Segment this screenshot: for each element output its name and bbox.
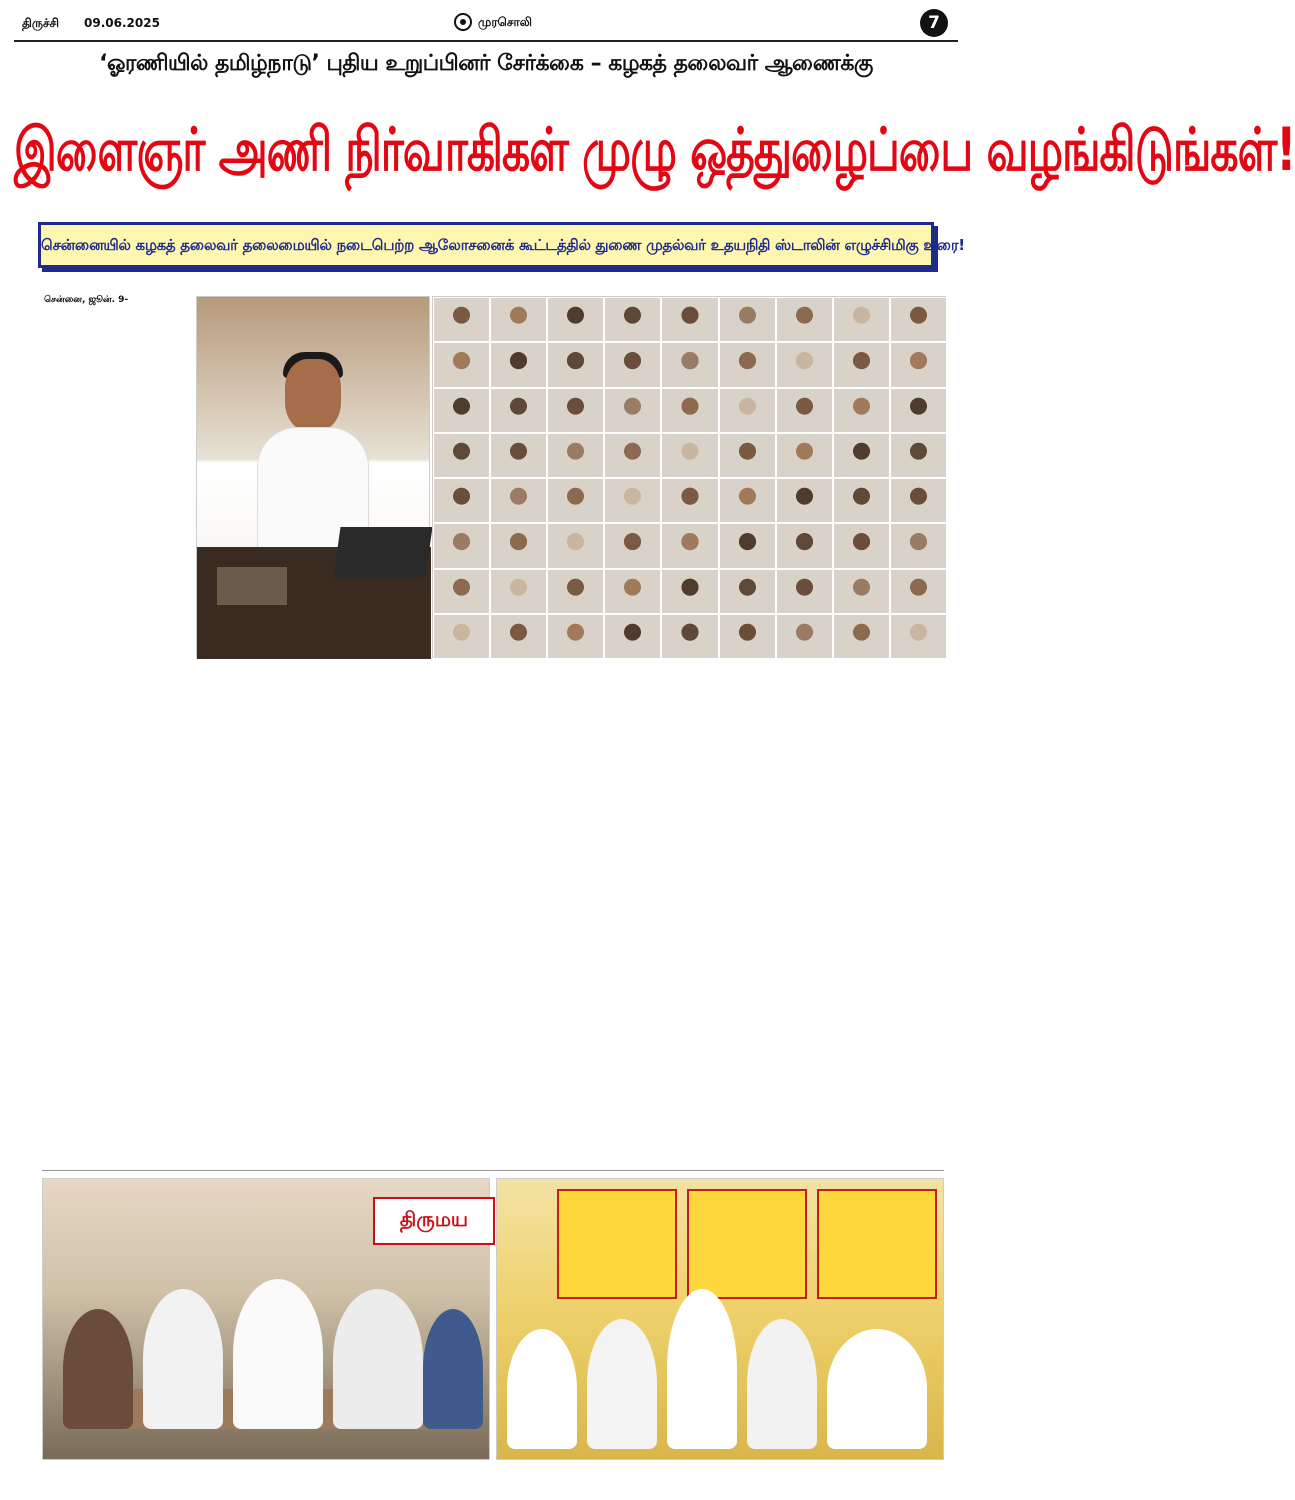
masthead-date: 09.06.2025 [84, 16, 160, 30]
video-tile [547, 569, 604, 614]
main-headline: இளைஞர் அணி நிர்வாகிகள் முழு ஒத்துழைப்பை வழங்கிடுங்கள்! [14, 115, 1295, 185]
video-tile [776, 523, 833, 568]
photo-element [233, 1279, 323, 1429]
video-tile [604, 297, 661, 342]
video-tile [776, 297, 833, 342]
video-tile [433, 569, 490, 614]
video-tile [776, 478, 833, 523]
video-tile [833, 388, 890, 433]
video-tile [890, 569, 947, 614]
video-tile [890, 614, 947, 659]
page-number: 7 [920, 9, 948, 37]
video-tile [833, 297, 890, 342]
photo-element [557, 1189, 677, 1299]
video-tile [719, 569, 776, 614]
video-tile [490, 433, 547, 478]
video-tile [433, 297, 490, 342]
divider [42, 1170, 944, 1171]
video-tile [776, 433, 833, 478]
photo-element [747, 1319, 817, 1449]
video-tile [547, 523, 604, 568]
video-tile [719, 614, 776, 659]
paper-logo-icon [454, 13, 472, 31]
photo-element [285, 359, 341, 431]
video-tile [490, 388, 547, 433]
video-tile [890, 342, 947, 387]
photo-element [333, 1289, 423, 1429]
video-tile [661, 342, 718, 387]
photo-element [507, 1329, 577, 1449]
photo-element [63, 1309, 133, 1429]
video-tile [604, 388, 661, 433]
video-tile [833, 342, 890, 387]
video-tile [547, 614, 604, 659]
video-tile [661, 433, 718, 478]
video-tile [490, 342, 547, 387]
video-tile [547, 478, 604, 523]
photo-consultation-meeting [496, 1178, 944, 1460]
video-tile [490, 478, 547, 523]
photo-banner-sign: திருமய [373, 1197, 495, 1245]
photo-element [423, 1309, 483, 1429]
video-tile [661, 478, 718, 523]
video-tile [661, 569, 718, 614]
video-tile [661, 614, 718, 659]
video-tile [433, 388, 490, 433]
video-tile [719, 342, 776, 387]
video-tile [833, 614, 890, 659]
video-tile [890, 433, 947, 478]
video-tile [604, 523, 661, 568]
kicker-headline: ‘ஓரணியில் தமிழ்நாடு’ புதிய உறுப்பினர் சேர்க்கை – கழகத் தலைவர் ஆணைக்கு [99, 51, 873, 76]
video-tile [719, 478, 776, 523]
video-tile [719, 297, 776, 342]
video-tile [490, 569, 547, 614]
video-tile [661, 523, 718, 568]
video-tile [890, 523, 947, 568]
photo-element [817, 1189, 937, 1299]
video-tile [433, 478, 490, 523]
video-tile [833, 433, 890, 478]
video-tile [490, 523, 547, 568]
story-column-1 [44, 294, 190, 334]
photo-element [143, 1289, 223, 1429]
video-tile [776, 388, 833, 433]
video-tile [776, 614, 833, 659]
video-tile [890, 297, 947, 342]
video-tile [719, 388, 776, 433]
video-tile [604, 433, 661, 478]
photo-element [667, 1289, 737, 1449]
video-tile [490, 614, 547, 659]
video-tile [890, 388, 947, 433]
video-tile [547, 297, 604, 342]
video-tile [890, 478, 947, 523]
masthead-paper-name: முரசொலி [478, 15, 532, 29]
video-tile [490, 297, 547, 342]
story-dateline: சென்னை, ஜூன். 9- [44, 295, 129, 305]
video-tile [833, 523, 890, 568]
masthead-city: திருச்சி [22, 16, 59, 30]
photo-video-conference-grid [432, 296, 946, 658]
masthead [14, 6, 958, 42]
video-tile [547, 388, 604, 433]
video-tile [661, 297, 718, 342]
video-tile [604, 569, 661, 614]
video-tile [433, 614, 490, 659]
video-tile [433, 342, 490, 387]
video-tile [433, 523, 490, 568]
video-tile [661, 388, 718, 433]
video-tile [776, 342, 833, 387]
photo-element [333, 527, 432, 577]
video-tile [833, 569, 890, 614]
video-tile [776, 569, 833, 614]
photo-element [827, 1329, 927, 1449]
photo-element [687, 1189, 807, 1299]
video-tile [719, 433, 776, 478]
video-tile [604, 478, 661, 523]
video-tile [433, 433, 490, 478]
photo-element [217, 567, 287, 605]
video-tile [547, 433, 604, 478]
photo-element [587, 1319, 657, 1449]
video-tile [604, 614, 661, 659]
video-tile [604, 342, 661, 387]
video-tile [719, 523, 776, 568]
subheadline-box: சென்னையில் கழகத் தலைவர் தலைமையில் நடைபெற்ற ஆலோசனைக் கூட்டத்தில் துணை முதல்வர் உதயநிதி ஸ்டாலின் எழுச்சிமிகு உரை! [38, 222, 934, 268]
video-tile [833, 478, 890, 523]
photo-udhayanidhi-at-desk [196, 296, 430, 658]
photo-food-distribution [42, 1178, 490, 1460]
video-tile [547, 342, 604, 387]
